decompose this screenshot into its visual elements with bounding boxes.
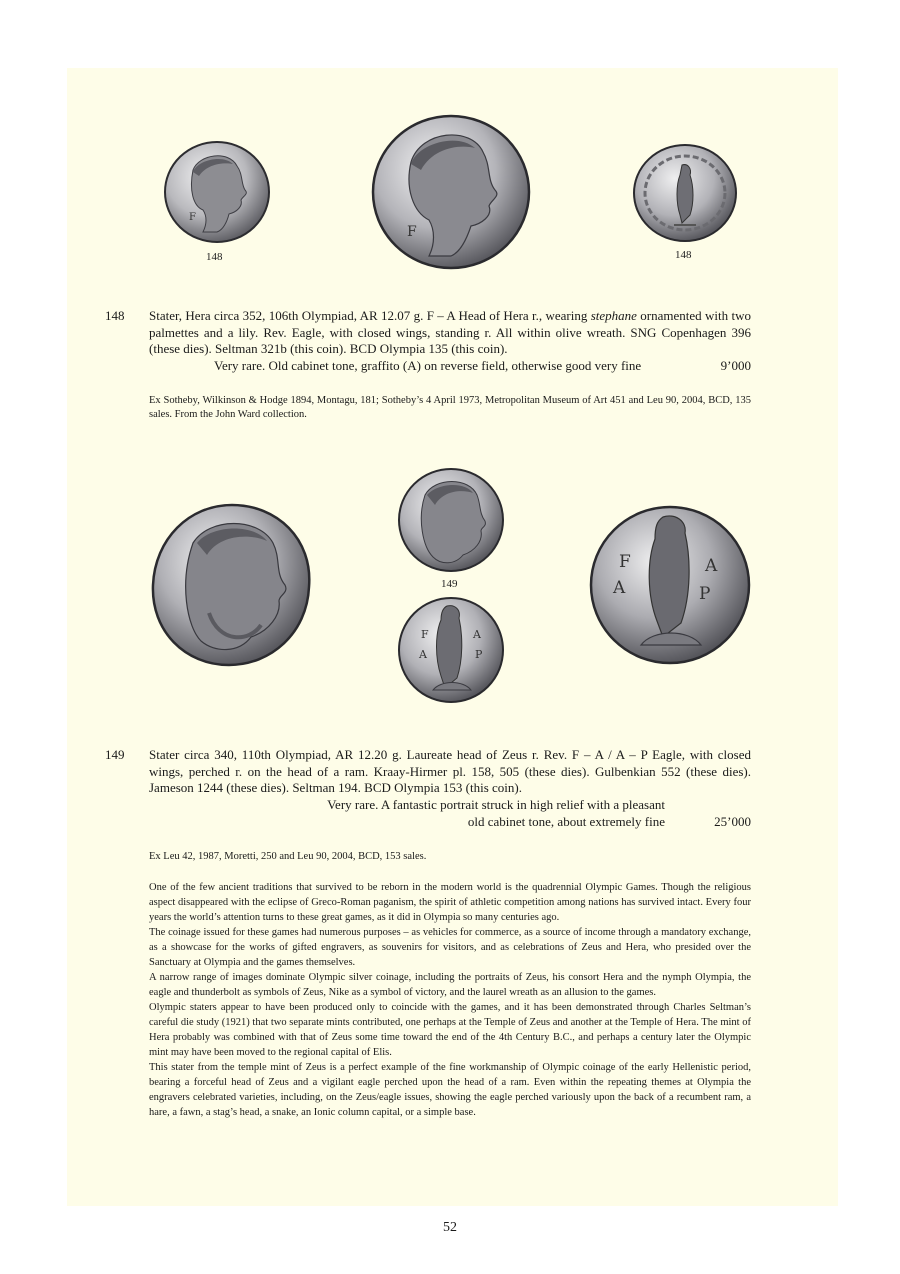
coin-149-reverse-large	[589, 505, 751, 665]
coin-149-reverse-large-letter-3: A	[613, 578, 626, 598]
lot-149-number: 149	[105, 747, 125, 762]
svg-text:F: F	[189, 212, 196, 223]
lot-149-essay	[149, 880, 751, 1120]
coin-149-obverse-small	[397, 467, 505, 573]
coin-149-reverse-large-letter-2: A	[705, 556, 718, 576]
coin-149-reverse-large-letter-4: P	[699, 584, 711, 604]
lot-149-description: Stater circa 340, 110th Olympiad, AR 12.20 g. Laureate head of Zeus r. Rev. F – A / A – P Eagle, with closed wings, perched r. on the head of a ram. Kraay-Hirmer pl. 158, 505 (these dies). Gulbenkian 552 (these dies). Jameson 1244 (these dies). Seltman 194. BCD Olympia 153 (this coin).	[149, 747, 751, 795]
coin-148-obverse-small-label: 148	[206, 251, 223, 263]
coin-149-reverse-small	[397, 596, 505, 704]
coin-149-reverse-small-letter-4: P	[475, 648, 483, 661]
lot-148-price: 9’000	[720, 358, 751, 373]
lot-149-condition-line-2: old cabinet tone, about extremely fine	[467, 814, 665, 829]
lot-148-rarity: Very rare. Old cabinet tone, graffito (A) on reverse field, otherwise good very fine	[214, 358, 642, 373]
essay-paragraph-2: The coinage issued for these games had numerous purposes – as vehicles for commerce, as a source of income through a mandatory exchange, as a showcase for the works of gifted engravers, as souvenirs for visitors, and as celebrations of Zeus and Hera, who presided over the Sanctuary at Olympia and the games themselves.	[149, 927, 751, 968]
lot-149-price: 25’000	[714, 814, 751, 829]
lot-148-description	[149, 308, 751, 358]
coin-149-reverse-small-letter-3: A	[419, 648, 427, 661]
lot-149-condition-line-1: Very rare. A fantastic portrait struck in high relief with a pleasant	[327, 797, 665, 812]
essay-paragraph-3: A narrow range of images dominate Olympic silver coinage, including the portraits of Zeus, his consort Hera and the nymph Olympia, the eagle and thunderbolt as symbols of Zeus, Nike as a symbol of victory, and the laurel wreath as an allusion to the games.	[149, 972, 751, 998]
essay-paragraph-1: One of the few ancient traditions that survived to be reborn in the modern world is the quadrennial Olympic Games. Though the religious aspect disappeared with the eclipse of Greco-Roman paganism, the spirit of athletic competition among nations has survived intact. Every four years the world’s attention turns to these great games, as it did in Olympia so many centuries ago.	[149, 882, 751, 923]
page-number: 52	[443, 1220, 457, 1235]
coin-149-reverse-small-letter-2: A	[473, 628, 481, 641]
lot-148-description-pre: Stater, Hera circa 352, 106th Olympiad, AR 12.07 g. F – A Head of Hera r., wearing	[149, 308, 591, 323]
coin-149-reverse-small-letter-1: F	[421, 628, 429, 641]
lot-148-description-em: stephane	[590, 308, 637, 323]
coin-149-obverse-large	[149, 503, 315, 667]
coin-148-reverse-small-label: 148	[675, 249, 692, 261]
coin-148-reverse-small	[632, 143, 738, 243]
svg-text:F: F	[407, 224, 417, 240]
lot-149-provenance: Ex Leu 42, 1987, Moretti, 250 and Leu 90, 2004, BCD, 153 sales.	[149, 851, 427, 862]
coin-149-reverse-large-letter-1: F	[619, 552, 631, 572]
lot-148-number: 148	[105, 308, 125, 323]
coin-149-label: 149	[441, 578, 458, 590]
essay-paragraph-4: Olympic staters appear to have been produced only to coincide with the games, and it has been demonstrated through Charles Seltman’s careful die study (1921) that two separate mints contributed, one perhaps at the Temple of Zeus and another at the Temple of Hera. The mint of Hera probably was combined with that of Zeus some time toward the end of the 4th Century B.C., and perhaps a century later the Olympic mint may have been moved to the regional capital of Elis.	[149, 1002, 751, 1058]
coin-148-obverse-small	[163, 140, 271, 244]
lot-148-provenance: Ex Sotheby, Wilkinson & Hodge 1894, Montagu, 181; Sotheby’s 4 April 1973, Metropolitan Museum of Art 451 and Leu 90, 2004, BCD, 135 sales. From the John Ward collection.	[149, 395, 751, 420]
coin-148-obverse-large	[371, 114, 531, 270]
essay-paragraph-5: This stater from the temple mint of Zeus is a perfect example of the fine workmanship of Olympic coinage of the early Hellenistic period, bearing a forceful head of Zeus and a vigilant eagle perched upon the head of a ram. Even within the repeating themes at Olympia the engravers celebrated varieties, including, on the Zeus/eagle issues, showing the eagle perched variously upon the back of a recumbent ram, a hare, a fawn, a stag’s head, a snake, an Ionic column capital, or a simple base.	[149, 1062, 751, 1118]
lot-148-description-post: ornamented with two palmettes and a lily. Rev. Eagle, with closed wings, standing r. All within olive wreath. SNG Copenhagen 396 (these dies). Seltman 321b (this coin). BCD Olympia 135 (this coin).	[149, 308, 751, 356]
